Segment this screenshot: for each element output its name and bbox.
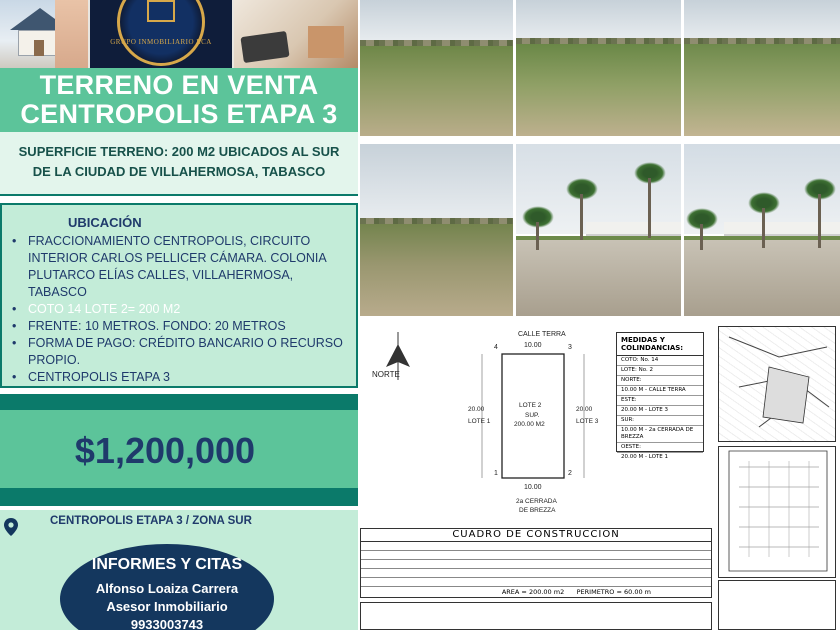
contact-section <box>0 510 358 630</box>
location-info <box>0 203 358 388</box>
lot-photo-5 <box>516 144 681 316</box>
measure-coto: COTO: No. 14 <box>617 356 703 366</box>
measures-box <box>616 332 704 460</box>
location-map <box>718 326 836 442</box>
calculator-icon <box>240 31 289 63</box>
left-dimension: 20.00 <box>468 406 485 413</box>
logo-text: GRUPO INMOBILIARIO LCA <box>110 38 212 46</box>
lot-photo-3 <box>684 0 840 136</box>
price-banner <box>0 394 358 506</box>
contact-title: INFORMES Y CITAS <box>91 556 243 573</box>
right-dimension: 20.00 <box>576 406 593 413</box>
lot-photo-2 <box>516 0 681 136</box>
table-row <box>361 569 711 578</box>
corner-3: 3 <box>568 344 572 351</box>
contact-phone[interactable]: 9933003743 <box>130 617 204 630</box>
location-pin-icon <box>4 518 18 536</box>
lot-sup: SUP. <box>525 412 540 419</box>
deal-photo <box>234 0 358 68</box>
right-lot: LOTE 3 <box>576 418 599 425</box>
measure-norte: 10.00 M - CALLE TERRA <box>617 386 703 396</box>
house-icon <box>147 0 175 22</box>
list-item: • COTO 14 LOTE 2= 200 M2 <box>10 301 350 318</box>
lower-info-table <box>360 602 712 630</box>
info-heading: UBICACIÓN <box>68 215 142 230</box>
subdivision-plan <box>718 446 836 578</box>
list-item: • CENTROPOLIS ETAPA 3 <box>10 369 350 386</box>
table-row <box>361 560 711 569</box>
flyer-panel <box>0 0 358 630</box>
corner-1: 1 <box>494 470 498 477</box>
top-dimension: 10.00 <box>524 342 542 349</box>
subtitle-line-2: DE LA CIUDAD DE VILLAHERMOSA, TABASCO <box>32 164 326 179</box>
price: $1,200,000 <box>74 430 256 471</box>
north-label: NORTE <box>372 370 400 379</box>
subtitle-line-1: SUPERFICIE TERRENO: 200 M2 UBICADOS AL SUR <box>18 144 340 159</box>
measure-oeste-heading: OESTE: <box>617 443 703 453</box>
measure-norte-heading: NORTE: <box>617 376 703 386</box>
measure-este-heading: ESTE: <box>617 396 703 406</box>
info-list <box>10 233 350 386</box>
bottom-street-1: 2a CERRADA <box>516 498 557 505</box>
site-plan <box>358 322 840 630</box>
palm-tree-icon <box>522 206 554 266</box>
measure-este: 20.00 M - LOTE 3 <box>617 406 703 416</box>
construction-table <box>360 528 712 598</box>
list-item: • FRACCIONAMIENTO CENTROPOLIS, CIRCUITO INTERIOR CARLOS PELLICER CÁMARA. COLONIA PLUTARCO ELÍAS CALLES, VILLAHERMOSA, TABASCO <box>10 233 350 301</box>
header-strip <box>0 0 358 68</box>
contact-badge <box>60 544 274 630</box>
perimeter-label: PERIMETRO = 60.00 m <box>576 588 651 596</box>
lot-label: LOTE 2 <box>519 402 542 409</box>
title-line-1: TERRENO EN VENTA <box>39 70 319 100</box>
list-item: • FRENTE: 10 METROS. FONDO: 20 METROS <box>10 318 350 335</box>
palm-tree-icon <box>804 178 836 258</box>
corner-2: 2 <box>568 470 572 477</box>
table-row <box>361 578 711 587</box>
title-banner <box>0 68 358 132</box>
construction-table-title: CUADRO DE CONSTRUCCION <box>361 529 711 542</box>
lot-photo-6 <box>684 144 840 316</box>
palm-tree-icon <box>634 162 666 242</box>
lot-photo-1 <box>360 0 513 136</box>
company-logo <box>90 0 232 68</box>
palm-tree-icon <box>566 178 598 258</box>
corner-4: 4 <box>494 344 498 351</box>
left-lot: LOTE 1 <box>468 418 491 425</box>
subtitle-banner <box>0 132 358 196</box>
table-row <box>361 542 711 551</box>
location-text: CENTROPOLIS ETAPA 3 / ZONA SUR <box>50 515 252 527</box>
measure-oeste: 20.00 M - LOTE 1 <box>621 454 668 460</box>
palm-tree-icon <box>686 208 718 268</box>
bottom-dimension: 10.00 <box>524 484 542 491</box>
area-label: AREA = 200.00 m2 <box>501 588 565 596</box>
plan-legend <box>718 580 836 630</box>
table-row <box>361 551 711 560</box>
contact-name: Alfonso Loaiza Carrera <box>95 581 239 596</box>
list-item: • FORMA DE PAGO: CRÉDITO BANCARIO O RECURSO PROPIO. <box>10 335 350 369</box>
measure-sur-heading: SUR: <box>617 416 703 426</box>
measures-title-1: MEDIDAS Y <box>621 336 665 344</box>
bottom-street-2: DE BREZZA <box>519 507 556 514</box>
measure-sur: 10.00 M - 2a CERRADA DE BREZZA <box>617 426 703 443</box>
house-photo <box>0 0 88 68</box>
measures-title-2: COLINDANCIAS: <box>621 344 684 352</box>
lot-area: 200.00 M2 <box>514 421 545 428</box>
measure-lote: LOTE: No. 2 <box>617 366 703 376</box>
palm-tree-icon <box>748 192 780 252</box>
title-line-2: CENTROPOLIS ETAPA 3 <box>20 99 338 129</box>
top-street: CALLE TERRA <box>518 331 566 338</box>
contact-role: Asesor Inmobiliario <box>106 599 228 614</box>
model-house-icon <box>308 26 344 58</box>
lot-photo-4 <box>360 144 513 316</box>
